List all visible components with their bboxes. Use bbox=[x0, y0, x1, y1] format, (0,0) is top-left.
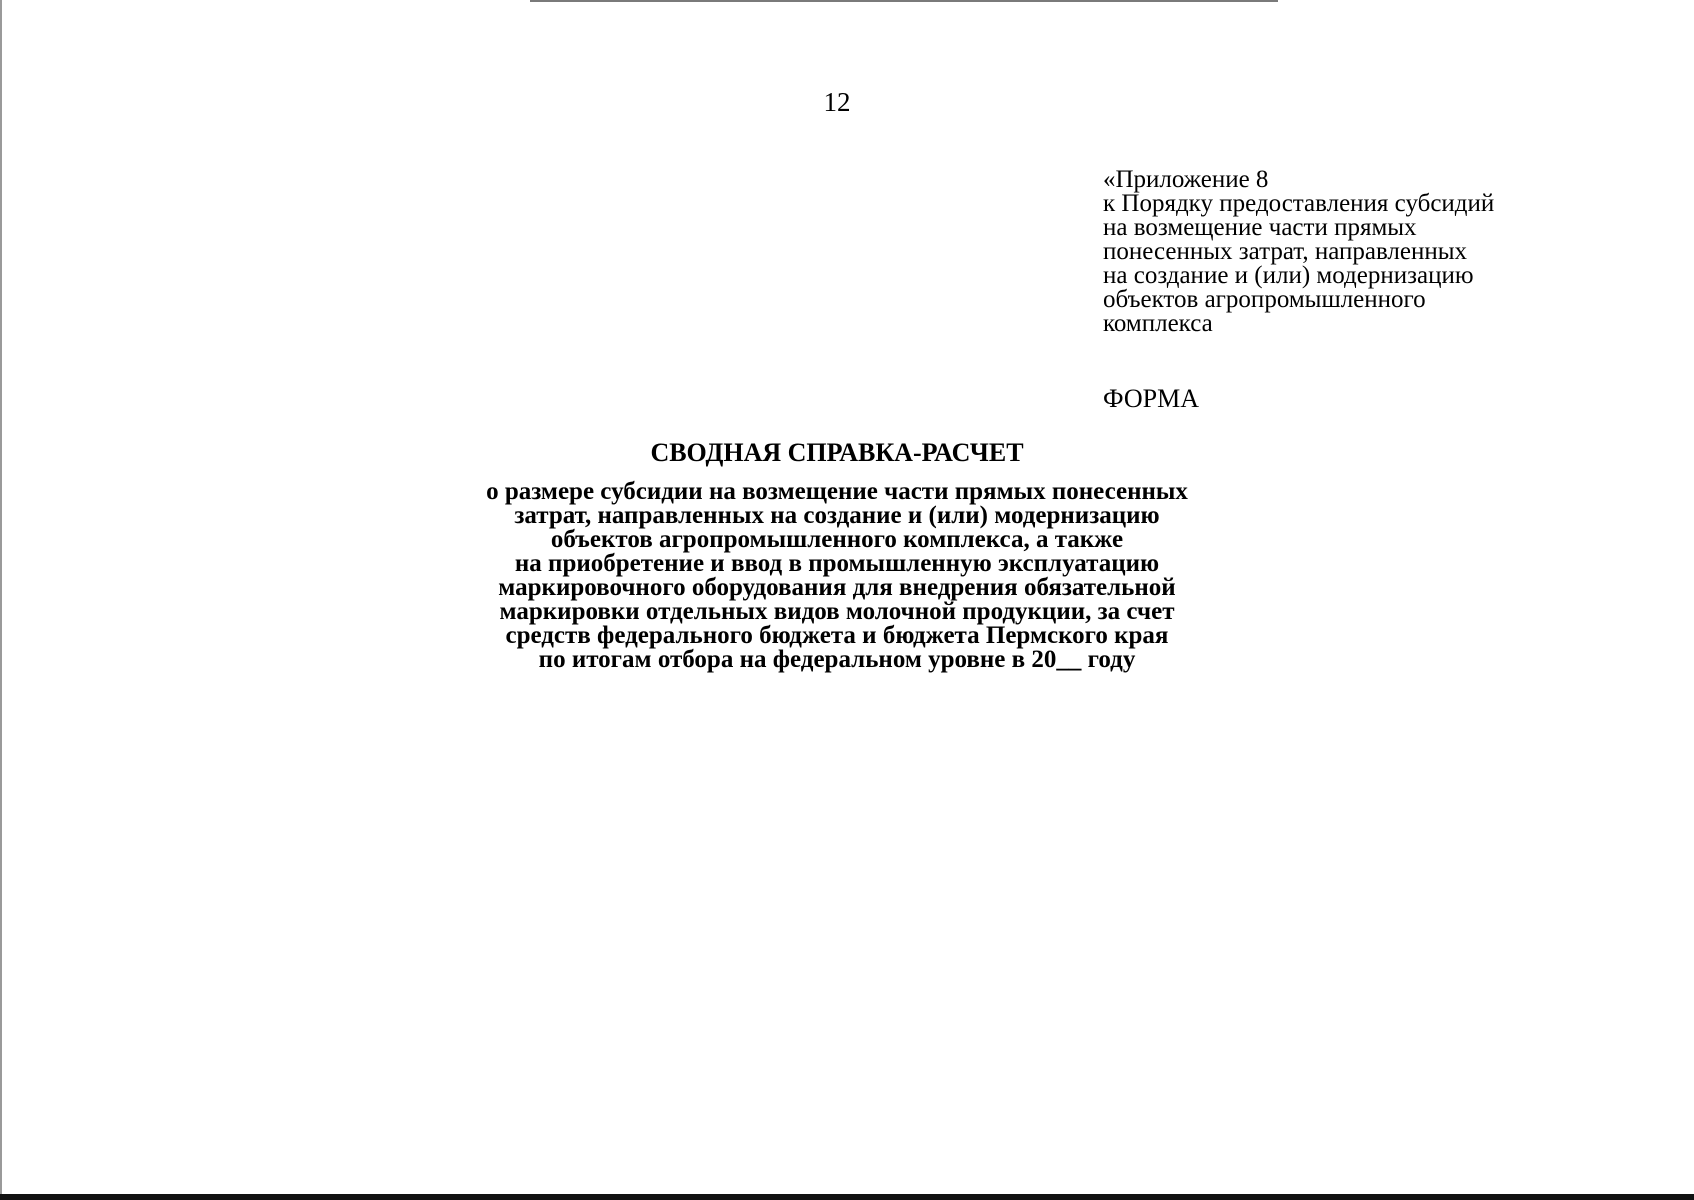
subtitle-line: маркировки отдельных видов молочной продукции, за счет bbox=[499, 598, 1175, 625]
scan-edge-left bbox=[0, 0, 2, 1194]
subtitle-line: средств федерального бюджета и бюджета Пермского края bbox=[505, 622, 1169, 649]
appendix-line: к Порядку предоставления субсидий bbox=[1103, 190, 1495, 217]
subtitle-line: объектов агропромышленного комплекса, а также bbox=[550, 526, 1124, 553]
scan-edge-bottom bbox=[0, 1194, 1694, 1200]
page-number: 12 bbox=[823, 87, 851, 117]
appendix-line: объектов агропромышленного bbox=[1103, 286, 1426, 313]
scan-edge-top bbox=[530, 0, 1278, 2]
appendix-reference bbox=[1103, 168, 1623, 336]
subtitle-line: на приобретение и ввод в промышленную эксплуатацию bbox=[514, 550, 1160, 577]
document-title: СВОДНАЯ СПРАВКА-РАСЧЕТ bbox=[650, 438, 1024, 467]
appendix-line: понесенных затрат, направленных bbox=[1103, 238, 1468, 265]
appendix-line: на создание и (или) модернизацию bbox=[1103, 262, 1474, 289]
subtitle-line: по итогам отбора на федеральном уровне в 20__ году bbox=[538, 646, 1136, 673]
appendix-line: комплекса bbox=[1103, 310, 1213, 337]
appendix-line: «Приложение 8 bbox=[1103, 166, 1269, 193]
form-label: ФОРМА bbox=[1103, 384, 1199, 413]
subtitle-line: затрат, направленных на создание и (или) модернизацию bbox=[514, 502, 1160, 529]
appendix-line: на возмещение части прямых bbox=[1103, 214, 1417, 241]
subtitle-line: маркировочного оборудования для внедрения обязательной bbox=[498, 574, 1176, 601]
subtitle-line: о размере субсидии на возмещение части прямых понесенных bbox=[486, 478, 1188, 505]
document-subtitle bbox=[430, 480, 1244, 672]
